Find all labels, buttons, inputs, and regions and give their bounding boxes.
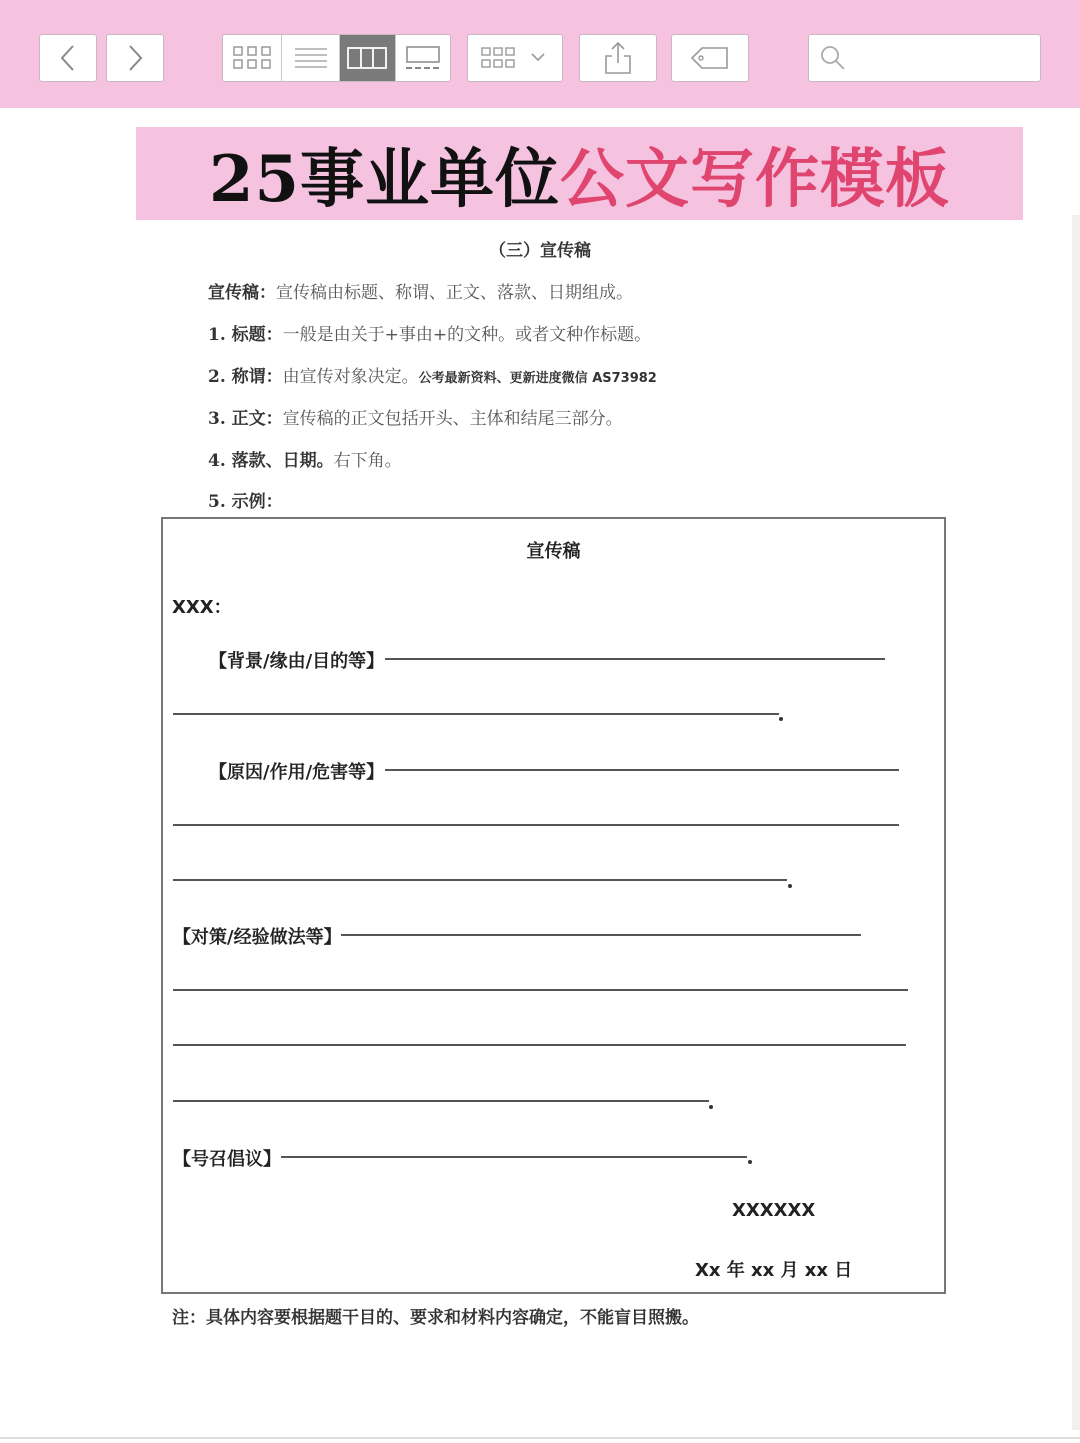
doc-item-label: 1. 标题： [208, 325, 283, 345]
list-icon [294, 46, 328, 70]
gallery-view-button[interactable] [396, 35, 451, 81]
example-signature: XXXXXX [732, 1200, 816, 1221]
doc-item [208, 320, 651, 345]
example-date: Xx 年 xx 月 xx 日 [695, 1260, 853, 1281]
share-button[interactable] [579, 34, 657, 82]
fill-line [281, 1156, 747, 1158]
example-box [161, 517, 946, 1294]
tag-button[interactable] [671, 34, 749, 82]
example-salutation: XXX： [172, 597, 232, 618]
search-field[interactable] [808, 34, 1041, 82]
title-banner [136, 127, 1023, 220]
example-part-background: 【背景/缘由/目的等】 [209, 651, 385, 672]
chevron-right-icon [125, 43, 145, 73]
section-heading: （三）宣传稿 [489, 241, 591, 261]
period-mark [709, 1105, 713, 1109]
doc-item [208, 278, 633, 303]
fill-line [173, 713, 779, 715]
grid-icon [232, 45, 272, 71]
back-button[interactable] [39, 34, 97, 82]
group-by-dropdown[interactable] [467, 34, 563, 82]
fill-line [173, 989, 908, 991]
fill-line [173, 824, 899, 826]
watermark-note: 公考最新资料、更新进度微信 AS73982 [418, 371, 657, 386]
doc-item-label: 4. 落款、日期。 [208, 451, 334, 471]
share-icon [603, 41, 633, 75]
gallery-icon [404, 45, 442, 71]
grid-dropdown-icon [480, 45, 550, 71]
period-mark [779, 717, 783, 721]
fill-line [385, 769, 899, 771]
doc-item-label: 3. 正文： [208, 409, 283, 429]
view-mode-segmented-control [222, 34, 451, 82]
example-part-measures: 【对策/经验做法等】 [173, 927, 342, 948]
forward-button[interactable] [106, 34, 164, 82]
columns-icon [347, 47, 387, 69]
fill-line [173, 1044, 906, 1046]
fill-line [341, 934, 861, 936]
icon-view-button[interactable] [223, 35, 282, 81]
doc-item-text: 宣传稿的正文包括开头、主体和结尾三部分。 [282, 409, 623, 429]
period-mark [748, 1160, 752, 1164]
period-mark [788, 884, 792, 888]
search-icon [819, 44, 847, 72]
tag-icon [690, 46, 730, 70]
chevron-left-icon [58, 43, 78, 73]
footnote: 注：具体内容要根据题干目的、要求和材料内容确定，不能盲目照搬。 [172, 1308, 699, 1328]
list-view-button[interactable] [282, 35, 340, 81]
column-view-button[interactable] [340, 35, 396, 81]
doc-item-text: 宣传稿由标题、称谓、正文、落款、日期组成。 [276, 283, 633, 303]
example-part-call: 【号召倡议】 [173, 1149, 281, 1170]
example-part-reason: 【原因/作用/危害等】 [209, 762, 385, 783]
title-pink-part: 公文写作模板 [560, 141, 951, 217]
doc-item-text: 由宣传对象决定。 [282, 367, 419, 387]
doc-item-label: 宣传稿： [208, 283, 276, 303]
example-title: 宣传稿 [526, 541, 581, 562]
doc-item [208, 404, 623, 429]
page-title [209, 128, 950, 220]
page-edge-shadow [1072, 215, 1080, 1430]
doc-item-text: 一般是由关于+事由+的文种。或者文种作标题。 [282, 325, 652, 345]
toolbar [0, 0, 1080, 108]
doc-item-text: 右下角。 [333, 451, 402, 471]
bottom-divider [0, 1437, 1080, 1439]
doc-item [208, 362, 657, 387]
doc-item [208, 487, 283, 512]
fill-line [173, 879, 787, 881]
fill-line [173, 1100, 709, 1102]
doc-item-label: 2. 称谓： [208, 367, 283, 387]
doc-item [208, 446, 402, 471]
doc-item-label: 5. 示例： [208, 492, 283, 512]
title-black-part: 25事业单位 [208, 141, 561, 217]
fill-line [385, 658, 885, 660]
